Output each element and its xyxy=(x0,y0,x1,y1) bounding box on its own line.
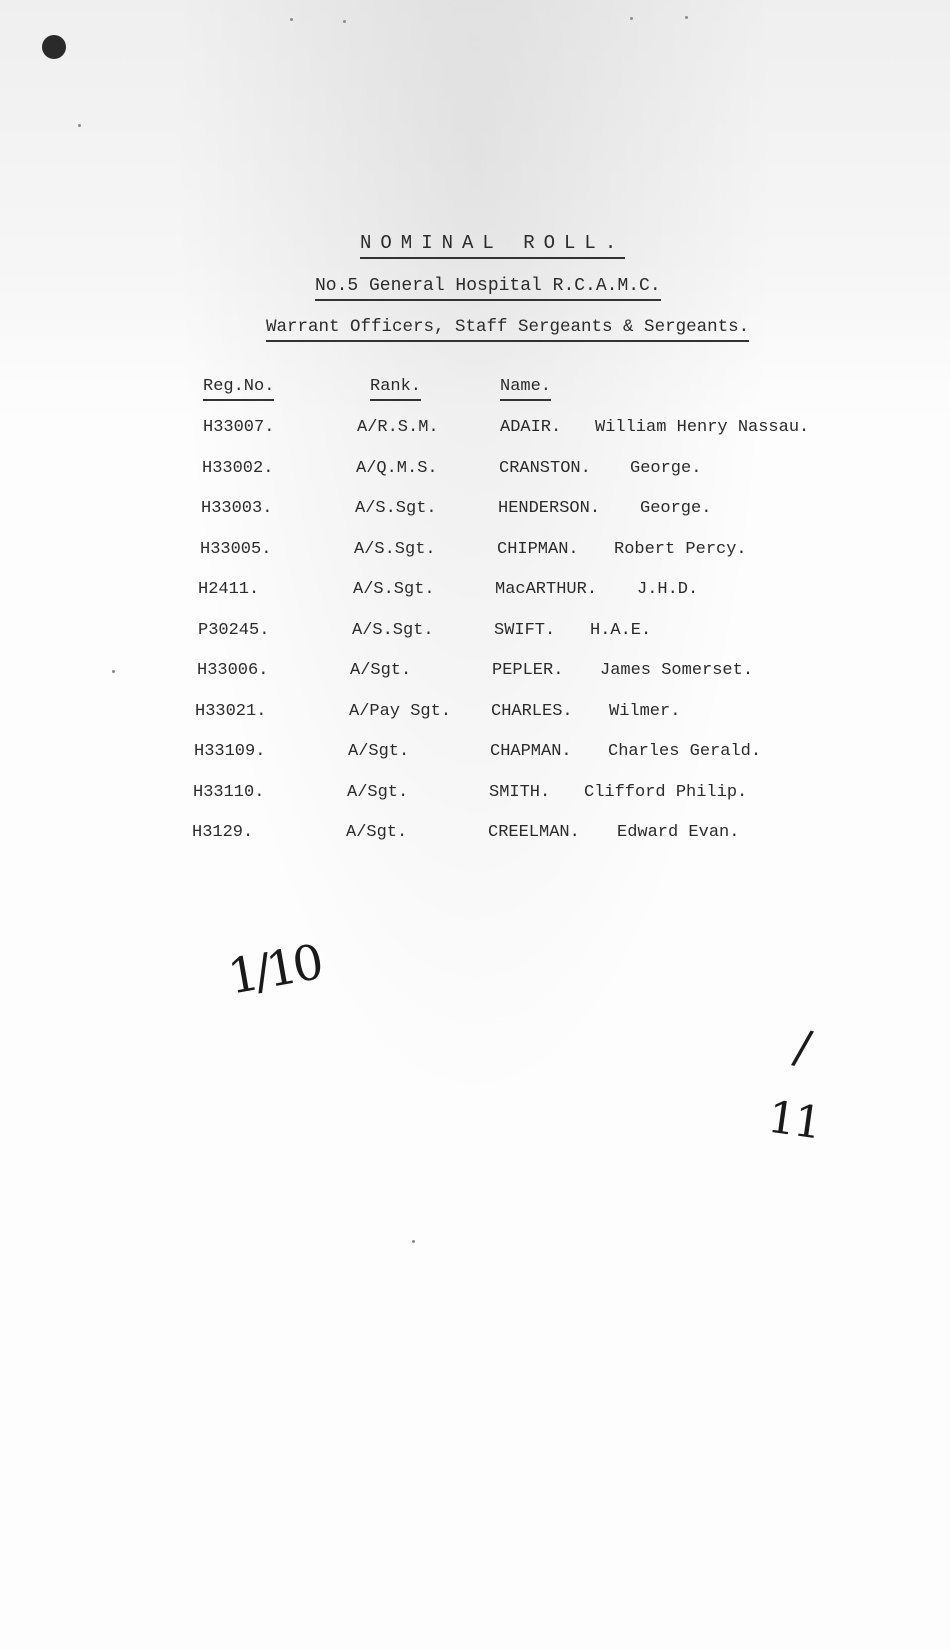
rank: A/Q.M.S. xyxy=(356,458,438,478)
rank: A/S.Sgt. xyxy=(353,580,435,599)
speck xyxy=(343,20,346,23)
surname: CRANSTON. xyxy=(499,458,591,478)
header-name: Name. xyxy=(500,377,551,401)
given-names: Clifford Philip. xyxy=(584,782,748,802)
handwritten-fraction-mark: 1/10 xyxy=(223,934,324,1006)
reg-no: H33002. xyxy=(202,458,274,478)
rank: A/Sgt. xyxy=(347,782,409,802)
surname: ADAIR. xyxy=(500,418,562,437)
surname: SWIFT. xyxy=(494,620,556,640)
nominal-roll-list xyxy=(0,418,950,864)
given-names: Charles Gerald. xyxy=(608,742,762,761)
rank: A/Sgt. xyxy=(346,823,408,842)
reg-no: H33003. xyxy=(201,499,273,518)
roll-row xyxy=(0,742,950,783)
given-names: Robert Percy. xyxy=(614,539,747,559)
reg-no: H33005. xyxy=(200,539,272,559)
speck xyxy=(412,1240,415,1243)
reg-no: H2411. xyxy=(198,580,260,599)
document-title: NOMINAL ROLL. xyxy=(360,232,625,259)
rank: A/R.S.M. xyxy=(357,418,439,437)
speck xyxy=(630,17,633,20)
given-names: James Somerset. xyxy=(600,661,754,680)
surname: MacARTHUR. xyxy=(495,580,598,599)
document-subtitle-ranks: Warrant Officers, Staff Sergeants & Sergeants. xyxy=(266,317,749,342)
roll-row xyxy=(0,459,950,500)
surname: CREELMAN. xyxy=(488,823,580,842)
speck xyxy=(685,16,688,19)
roll-row xyxy=(0,580,950,621)
roll-row xyxy=(0,661,950,702)
reg-no: H33109. xyxy=(194,742,266,761)
reg-no: H33006. xyxy=(197,661,269,680)
given-names: George. xyxy=(640,499,712,518)
handwritten-tick-mark: / xyxy=(789,1018,816,1076)
given-names: Edward Evan. xyxy=(617,823,740,842)
reg-no: H33007. xyxy=(203,418,275,437)
surname: CHARLES. xyxy=(491,701,573,721)
surname: SMITH. xyxy=(489,782,551,802)
rank: A/S.Sgt. xyxy=(355,499,437,518)
rank: A/Sgt. xyxy=(348,742,410,761)
punch-hole xyxy=(42,35,66,59)
handwritten-double-mark: 11 xyxy=(764,1091,824,1150)
reg-no: P30245. xyxy=(198,620,270,640)
given-names: J.H.D. xyxy=(637,580,699,599)
reg-no: H33021. xyxy=(195,701,267,721)
given-names: Wilmer. xyxy=(609,701,681,721)
roll-row xyxy=(0,823,950,864)
rank: A/Sgt. xyxy=(350,661,412,680)
surname: HENDERSON. xyxy=(498,499,601,518)
speck xyxy=(78,124,81,127)
surname: PEPLER. xyxy=(492,661,564,680)
document-subtitle: No.5 General Hospital R.C.A.M.C. xyxy=(315,276,661,301)
rank: A/S.Sgt. xyxy=(352,620,434,640)
surname: CHAPMAN. xyxy=(490,742,572,761)
reg-no: H33110. xyxy=(193,782,265,802)
reg-no: H3129. xyxy=(192,823,254,842)
surname: CHIPMAN. xyxy=(497,539,579,559)
roll-row xyxy=(0,540,950,581)
header-reg-no: Reg.No. xyxy=(203,377,274,401)
roll-row xyxy=(0,499,950,540)
given-names: William Henry Nassau. xyxy=(595,418,810,437)
given-names: George. xyxy=(630,458,702,478)
header-rank: Rank. xyxy=(370,377,421,401)
speck xyxy=(290,18,293,21)
roll-row xyxy=(0,621,950,662)
roll-row xyxy=(0,702,950,743)
roll-row xyxy=(0,418,950,459)
roll-row xyxy=(0,783,950,824)
rank: A/Pay Sgt. xyxy=(349,701,452,721)
rank: A/S.Sgt. xyxy=(354,539,436,559)
given-names: H.A.E. xyxy=(590,620,652,640)
